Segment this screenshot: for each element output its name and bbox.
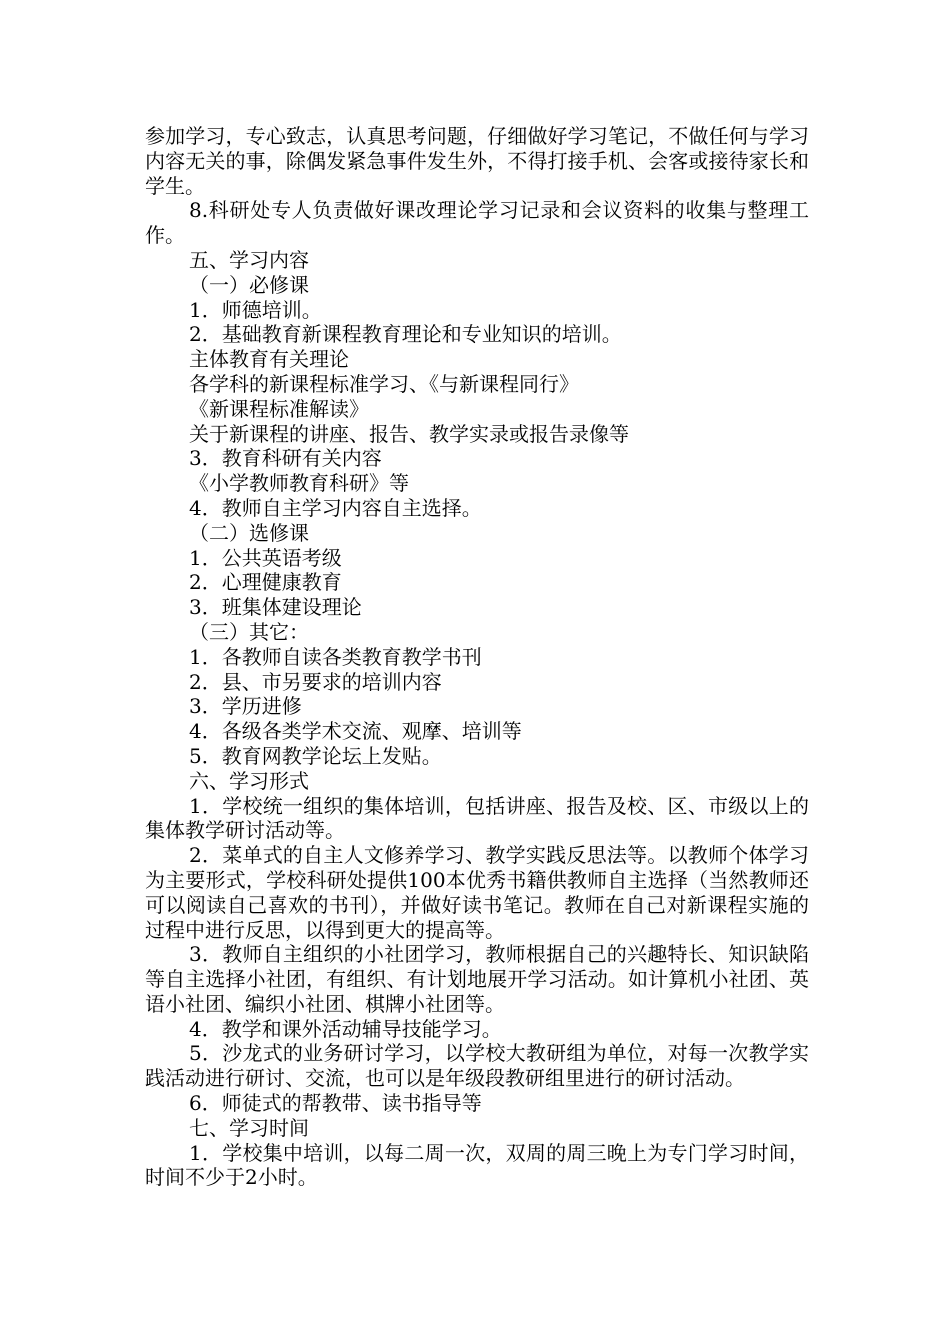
list-item: 1．学校集中培训，以每二周一次，双周的周三晚上为专门学习时间，时间不少于2小时。 xyxy=(145,1140,809,1190)
list-item: 《新课程标准解读》 xyxy=(189,396,369,421)
list-item: 2．菜单式的自主人文修养学习、教学实践反思法等。以教师个体学习为主要形式，学校科研处提供100本优秀书籍供教师自主选择（当然教师还可以阅读自己喜欢的书刊），并做好读书笔记。教师在自己对新课程实施的过程中进行反思，以得到更大的提高等。 xyxy=(145,843,809,942)
list-item: 5．教育网教学论坛上发贴。 xyxy=(189,743,442,768)
list-item: 关于新课程的讲座、报告、教学实录或报告录像等 xyxy=(189,421,629,446)
list-item: 2．心理健康教育 xyxy=(189,570,342,595)
paragraph: 参加学习，专心致志，认真思考问题，仔细做好学习笔记，不做任何与学习内容无关的事，除偶发紧急事件发生外，不得打接手机、会客或接待家长和学生。 xyxy=(145,124,809,198)
list-item: 3．教育科研有关内容 xyxy=(189,446,382,471)
list-item: 4．教学和课外活动辅导技能学习。 xyxy=(189,1016,502,1041)
list-item: 1．各教师自读各类教育教学书刊 xyxy=(189,644,482,669)
list-item: 4．教师自主学习内容自主选择。 xyxy=(189,495,482,520)
list-item: 各学科的新课程标准学习、《与新课程同行》 xyxy=(189,371,579,396)
section-heading: 六、学习形式 xyxy=(189,768,309,793)
list-item: 2．县、市另要求的培训内容 xyxy=(189,669,442,694)
list-item: 4．各级各类学术交流、观摩、培训等 xyxy=(189,719,522,744)
paragraph: 8.科研处专人负责做好课改理论学习记录和会议资料的收集与整理工作。 xyxy=(145,198,809,248)
section-heading: 五、学习内容 xyxy=(189,247,309,272)
subsection-heading: （三）其它： xyxy=(189,619,309,644)
list-item: 6．师徒式的帮教带、读书指导等 xyxy=(189,1091,482,1116)
list-item: 1．师德培训。 xyxy=(189,297,322,322)
list-item: 1．学校统一组织的集体培训，包括讲座、报告及校、区、市级以上的集体教学研讨活动等。 xyxy=(145,793,809,843)
section-heading: 七、学习时间 xyxy=(189,1115,309,1140)
list-item: 1．公共英语考级 xyxy=(189,545,342,570)
list-item: 3．班集体建设理论 xyxy=(189,595,362,620)
list-item: 5．沙龙式的业务研讨学习，以学校大教研组为单位，对每一次教学实践活动进行研讨、交流，也可以是年级段教研组里进行的研讨活动。 xyxy=(145,1041,809,1091)
list-item: 3．教师自主组织的小社团学习，教师根据自己的兴趣特长、知识缺陷等自主选择小社团，有组织、有计划地展开学习活动。如计算机小社团、英语小社团、编织小社团、棋牌小社团等。 xyxy=(145,942,809,1016)
document-page xyxy=(145,124,809,1190)
list-item: 《小学教师教育科研》等 xyxy=(189,471,409,496)
list-item: 2．基础教育新课程教育理论和专业知识的培训。 xyxy=(189,322,622,347)
list-item: 3．学历进修 xyxy=(189,694,302,719)
list-item: 主体教育有关理论 xyxy=(189,347,349,372)
subsection-heading: （二）选修课 xyxy=(189,520,309,545)
subsection-heading: （一）必修课 xyxy=(189,272,309,297)
